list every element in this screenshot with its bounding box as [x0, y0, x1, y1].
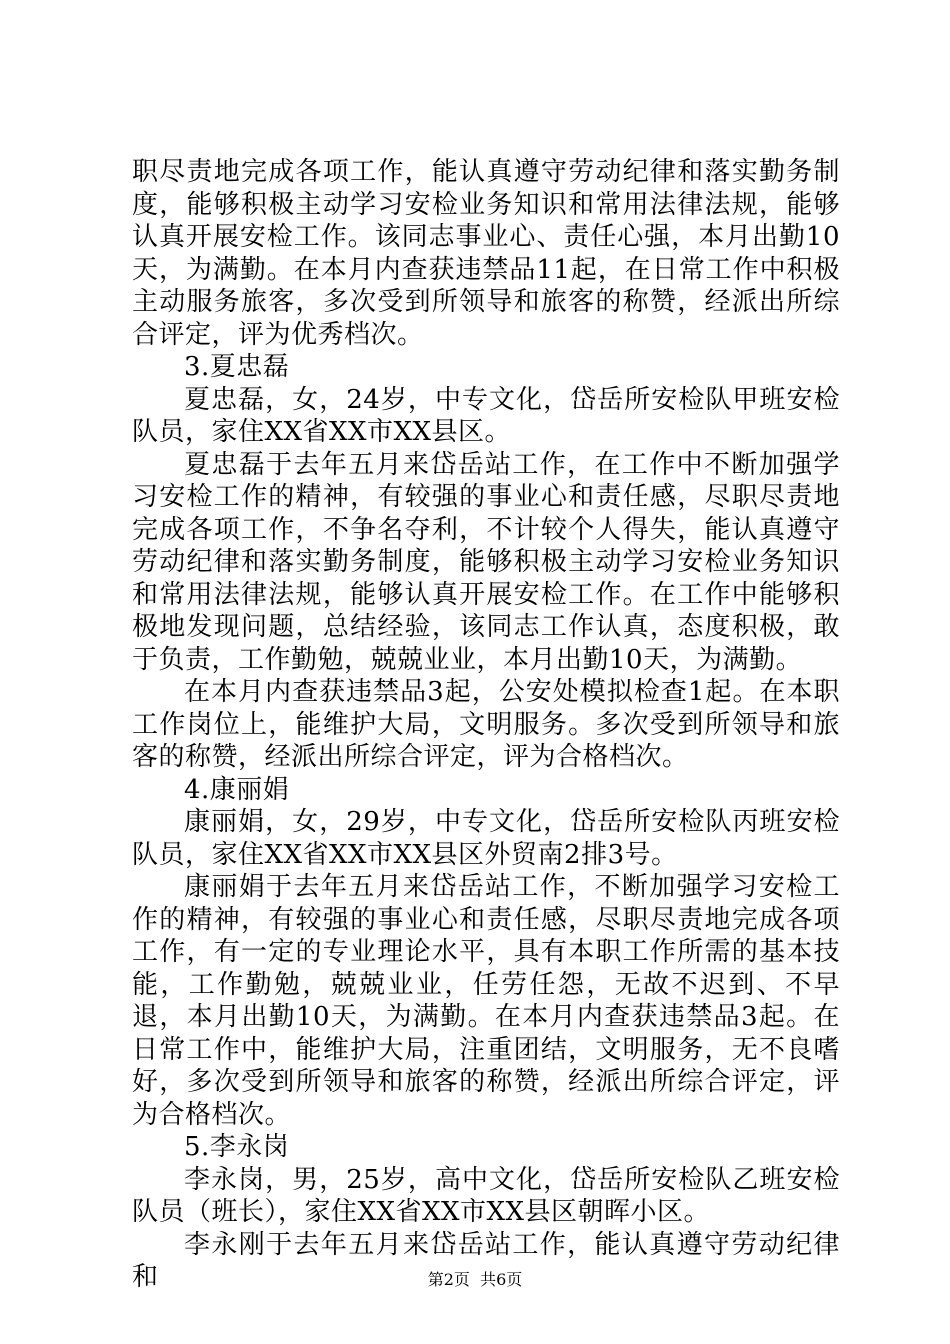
paragraph-result-3: 在本月内查获违禁品3起，公安处模拟检查1起。在本职工作岗位上，能维护大局，文明服务。多次受到所领导和旅客的称赞，经派出所综合评定，评为合格档次。 [132, 677, 840, 772]
section-heading-3: 3.夏忠磊 [184, 352, 290, 382]
section-heading-5: 5.李永岗 [184, 1132, 290, 1162]
paragraph-continuation: 职尽责地完成各项工作，能认真遵守劳动纪律和落实勤务制度，能够积极主动学习安检业务知识和常用法律法规，能够认真开展安检工作。该同志事业心、责任心强，本月出勤10天，为满勤。在本月内查获违禁品11起，在日常工作中积极主动服务旅客，多次受到所领导和旅客的称赞，经派出所综合评定，评为优秀档次。 [132, 157, 840, 350]
section-heading-4: 4.康丽娟 [184, 774, 290, 805]
paragraph-profile-3: 夏忠磊，女，24岁，中专文化，岱岳所安检队甲班安检队员，家住XX省XX市XX县区。 [132, 384, 840, 447]
paragraph-profile-4: 康丽娟，女，29岁，中专文化，岱岳所安检队丙班安检队员，家住XX省XX市XX县区外贸南2排3号。 [132, 807, 840, 870]
paragraph-work-5: 李永刚于去年五月来岱岳站工作，能认真遵守劳动纪律和 [132, 1229, 840, 1292]
page-total: 共6页 [480, 1270, 523, 1289]
paragraph-profile-5: 李永岗，男，25岁，高中文化，岱岳所安检队乙班安检队员（班长），家住XX省XX市XX县区朝晖小区。 [132, 1164, 840, 1227]
document-body [132, 156, 840, 1294]
paragraph-work-4: 康丽娟于去年五月来岱岳站工作，不断加强学习安检工作的精神，有较强的事业心和责任感，尽职尽责地完成各项工作，有一定的专业理论水平，具有本职工作所需的基本技能，工作勤勉，兢兢业业，任劳任怨，无故不迟到、不早退，本月出勤10天，为满勤。在本月内查获违禁品3起。在日常工作中，能维护大局，注重团结，文明服务，无不良嗜好，多次受到所领导和旅客的称赞，经派出所综合评定，评为合格档次。 [132, 872, 840, 1130]
page-number: 第2页 [427, 1270, 470, 1289]
paragraph-work-3: 夏忠磊于去年五月来岱岳站工作，在工作中不断加强学习安检工作的精神，有较强的事业心和责任感，尽职尽责地完成各项工作，不争名夺利，不计较个人得失，能认真遵守劳动纪律和落实勤务制度，能够积极主动学习安检业务知识和常用法律法规，能够认真开展安检工作。在工作中能够积极地发现问题，总结经验，该同志工作认真，态度积极，敢于负责，工作勤勉，兢兢业业，本月出勤10天，为满勤。 [132, 449, 840, 675]
page-footer [0, 1270, 950, 1290]
